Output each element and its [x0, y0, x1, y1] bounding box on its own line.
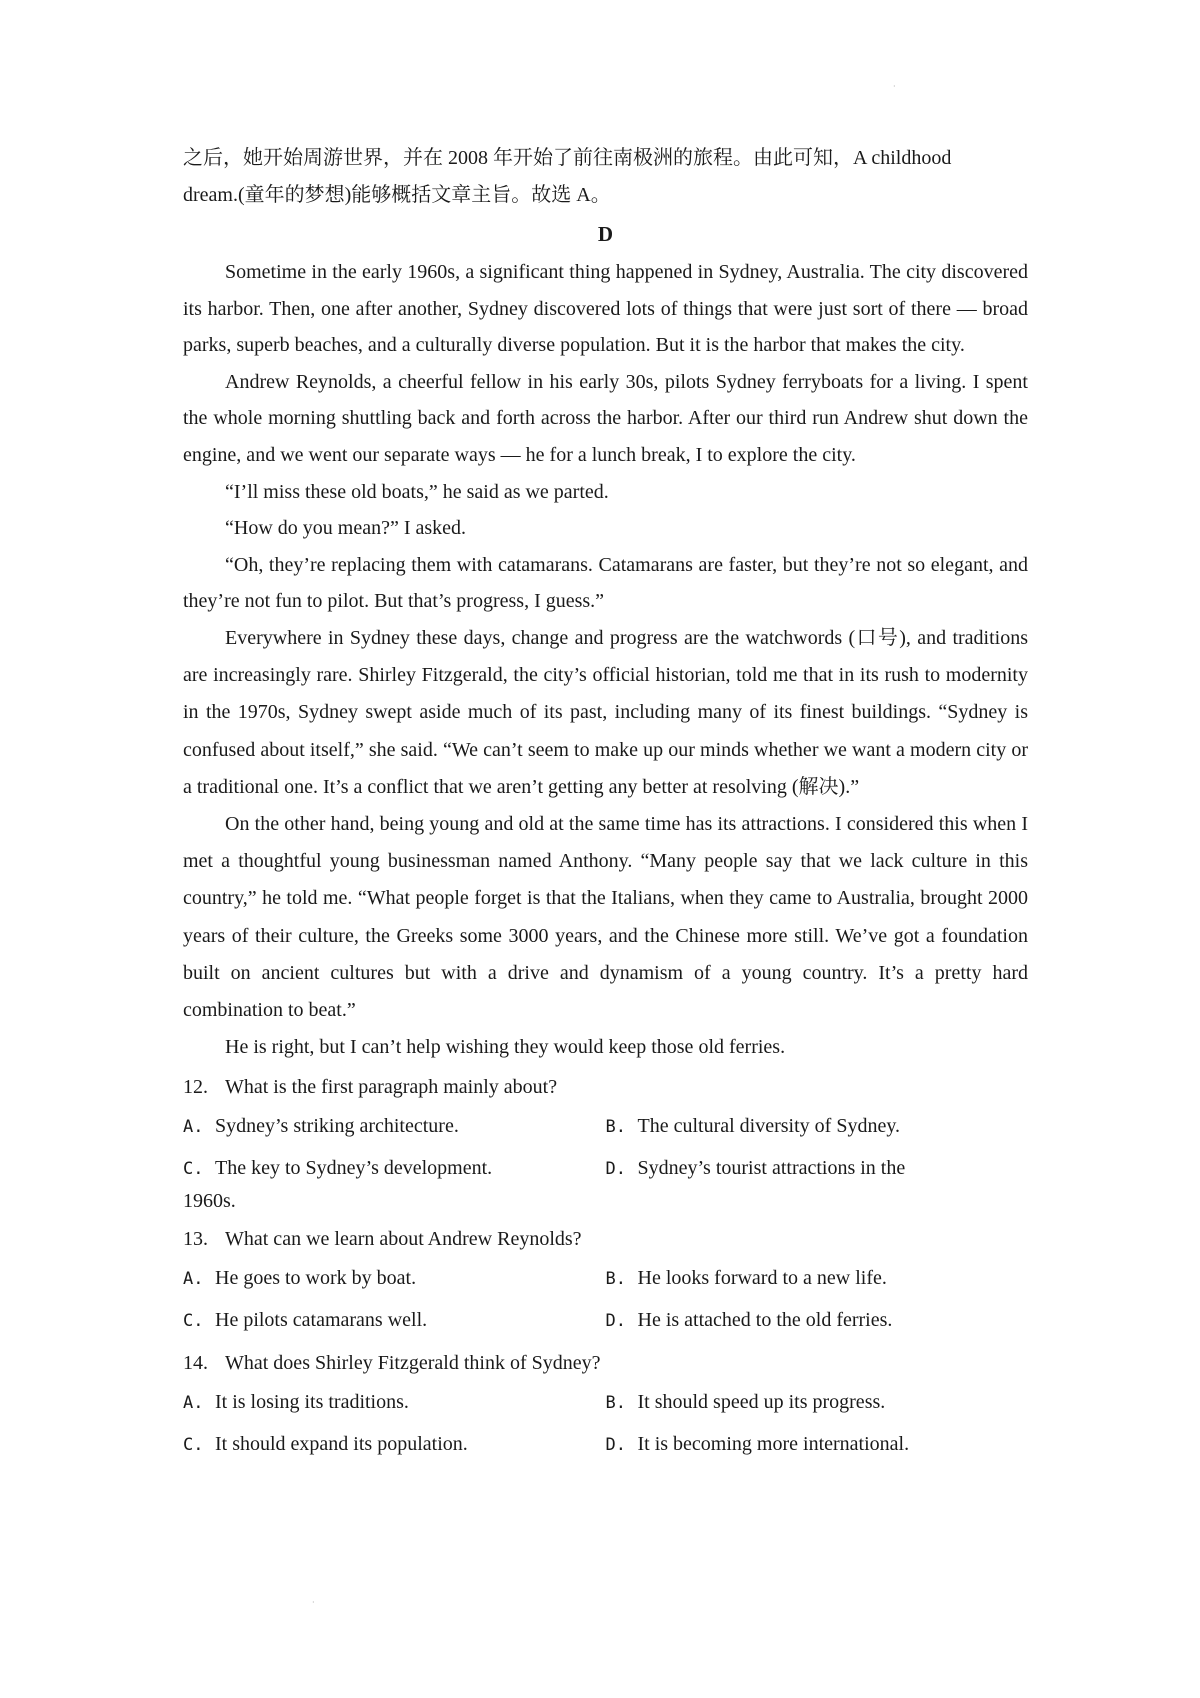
document-page: [183, 140, 1028, 1466]
answer-options: [183, 1382, 1028, 1466]
option-label: D.: [605, 1158, 626, 1179]
passage-paragraph: Everywhere in Sydney these days, change and progress are the watchwords (口号), and traditions are increasingly rare. Shirley Fitzgerald, the city’s official historian, told me that in its rush to modernity in the 1970s, Sydney swept aside much of its past, including many of its finest buildings. “Sydney is confused about itself,” she said. “We can’t seem to make up our minds whether we want a modern city or a traditional one. It’s a conflict that we aren’t getting any better at resolving (解决).”: [183, 626, 1028, 798]
question-number: 14.: [183, 1351, 208, 1374]
scan-mark: ·: [312, 1598, 315, 1607]
option-text: It is losing its traditions.: [215, 1390, 409, 1413]
option-label: D.: [605, 1434, 626, 1455]
option-label: A.: [183, 1116, 204, 1137]
question-stem: [183, 1220, 1028, 1258]
passage-paragraph: On the other hand, being young and old at the same time has its attractions. I considered this when I met a thoughtful young businessman named Anthony. “Many people say that we lack culture in this country,” he told me. “What people forget is that the Italians, when they came to Australia, brought 2000 years of their culture, the Greeks some 3000 years, and the Chinese more still. We’ve got a foundation built on ancient cultures but with a drive and dynamism of a young country. It’s a pretty hard combination to beat.”: [183, 812, 1028, 1021]
question-stem: [183, 1068, 1028, 1106]
answer-option: [183, 1106, 606, 1148]
answer-option: [606, 1382, 1029, 1424]
question-block: [183, 1344, 1028, 1466]
option-text: He looks forward to a new life.: [637, 1266, 887, 1289]
question-stem: [183, 1344, 1028, 1382]
question-text: What does Shirley Fitzgerald think of Sydney?: [225, 1351, 601, 1374]
option-label: C.: [183, 1434, 204, 1455]
answer-option: [183, 1424, 606, 1466]
answer-options: [183, 1106, 1028, 1190]
option-label: D.: [605, 1310, 626, 1331]
question-number: 13.: [183, 1227, 208, 1250]
option-label: B.: [605, 1392, 626, 1413]
option-label: B.: [605, 1268, 626, 1289]
option-text: Sydney’s striking architecture.: [215, 1114, 459, 1137]
answer-option: [606, 1300, 1029, 1342]
answer-option: [606, 1424, 1029, 1466]
answer-option: [606, 1148, 1029, 1190]
option-text: He is attached to the old ferries.: [637, 1308, 893, 1331]
option-text: He pilots catamarans well.: [215, 1308, 428, 1331]
option-label: C.: [183, 1158, 204, 1179]
passage-paragraph: “Oh, they’re replacing them with catamarans. Catamarans are faster, but they’re not so elegant, and they’re not fun to pilot. But that’s progress, I guess.”: [183, 553, 1028, 613]
passage-paragraph: Andrew Reynolds, a cheerful fellow in his early 30s, pilots Sydney ferryboats for a living. I spent the whole morning shuttling back and forth across the harbor. After our third run Andrew shut down the engine, and we went our separate ways — he for a lunch break, I to explore the city.: [183, 370, 1028, 466]
option-text: Sydney’s tourist attractions in the: [637, 1156, 906, 1179]
question-number: 12.: [183, 1075, 208, 1098]
answer-option: [183, 1382, 606, 1424]
option-text: The cultural diversity of Sydney.: [637, 1114, 901, 1137]
passage-paragraph: “How do you mean?” I asked.: [225, 517, 467, 540]
option-text: The key to Sydney’s development.: [215, 1156, 493, 1179]
passage: [183, 254, 1028, 1066]
question-block: [183, 1220, 1028, 1342]
option-text: He goes to work by boat.: [215, 1266, 417, 1289]
question-block: [183, 1068, 1028, 1218]
option-label: A.: [183, 1268, 204, 1289]
scan-mark: ·: [893, 82, 896, 91]
intro-line-2: dream.(童年的梦想)能够概括文章主旨。故选 A。: [183, 184, 611, 206]
option-label: C.: [183, 1310, 204, 1331]
option-text: It should speed up its progress.: [637, 1390, 886, 1413]
passage-paragraph: He is right, but I can’t help wishing they would keep those old ferries.: [225, 1036, 786, 1059]
section-title: D: [597, 222, 614, 246]
passage-paragraph: “I’ll miss these old boats,” he said as we parted.: [225, 480, 609, 503]
option-text: It is becoming more international.: [637, 1432, 910, 1455]
answer-option: [183, 1300, 606, 1342]
question-text: What can we learn about Andrew Reynolds?: [225, 1227, 582, 1250]
option-label: A.: [183, 1392, 204, 1413]
answer-option: [183, 1148, 606, 1190]
option-continuation: 1960s.: [183, 1189, 236, 1212]
intro-line-1: 之后，她开始周游世界，并在 2008 年开始了前往南极洲的旅程。由此可知，A childhood: [183, 147, 952, 169]
question-text: What is the first paragraph mainly about?: [225, 1075, 558, 1098]
passage-paragraph: Sometime in the early 1960s, a significant thing happened in Sydney, Australia. The city discovered its harbor. Then, one after another, Sydney discovered lots of things that were just sort of there — broad parks, superb beaches, and a culturally diverse population. But it is the harbor that makes the city.: [183, 261, 1028, 357]
option-label: B.: [605, 1116, 626, 1137]
option-text: It should expand its population.: [215, 1432, 468, 1455]
answer-options: [183, 1258, 1028, 1342]
answer-option: [606, 1106, 1029, 1148]
answer-option: [606, 1258, 1029, 1300]
answer-option: [183, 1258, 606, 1300]
